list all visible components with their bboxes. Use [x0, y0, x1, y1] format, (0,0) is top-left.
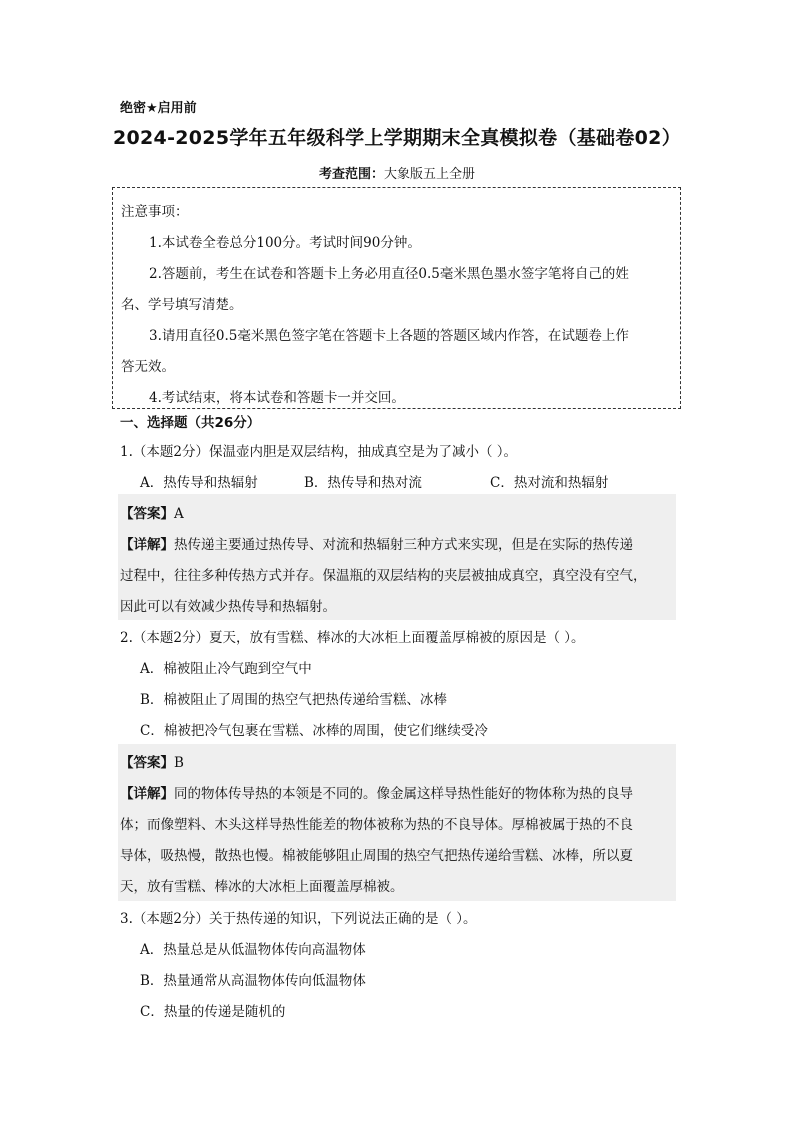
scope-value: 大象版五上全册 [384, 167, 476, 182]
notice-line: 4.考试结束，将本试卷和答题卡一并交回。 [149, 390, 405, 406]
answer-tag: 【答案】 [120, 755, 174, 771]
notice-line: 3.请用直径0.5毫米黑色签字笔在答题卡上各题的答题区域内作答，在试题卷上作 [149, 328, 629, 344]
confidential-mark: 绝密★启用前 [120, 101, 197, 116]
option-c: C．热量的传递是随机的 [140, 1004, 286, 1020]
option-b: B．棉被阻止了周围的热空气把热传递给雪糕、冰棒 [140, 692, 447, 708]
detail-line: 因此可以有效减少热传导和热辐射。 [120, 599, 336, 615]
option-a: A．棉被阻止冷气跑到空气中 [140, 661, 312, 677]
notice-line: 1.本试卷全卷总分100分。考试时间90分钟。 [149, 235, 421, 251]
detail-line: 体；而像塑料、木头这样导热性能差的物体被称为热的不良导体。厚棉被属于热的不良 [120, 817, 633, 833]
notice-line: 答无效。 [121, 359, 175, 375]
question-stem: 3.（本题2分）关于热传递的知识，下列说法正确的是（ ）。 [120, 911, 477, 927]
option-c: C．热对流和热辐射 [490, 475, 609, 491]
option-a: A．热量总是从低温物体传向高温物体 [140, 942, 366, 958]
detail-text: 热传递主要通过热传导、对流和热辐射三种方式来实现，但是在实际的热传递 [174, 537, 633, 553]
notice-title: 注意事项： [121, 204, 189, 220]
option-b: B．热传导和热对流 [304, 475, 422, 491]
notice-box [112, 187, 681, 409]
answer-value: A [174, 506, 184, 522]
answer-tag: 【答案】 [120, 506, 174, 522]
exam-title: 2024-2025学年五年级科学上学期期末全真模拟卷（基础卷02） [113, 127, 681, 149]
detail-text: 同的物体传导热的本领是不同的。像金属这样导热性能好的物体称为热的良导 [174, 786, 633, 802]
exam-scope [0, 163, 794, 182]
section-title: 一、选择题（共26分） [120, 415, 261, 431]
notice-line: 2.答题前，考生在试卷和答题卡上务必用直径0.5毫米黑色墨水签字笔将自己的姓 [149, 266, 629, 282]
option-a: A．热传导和热辐射 [140, 475, 258, 491]
question-stem: 1.（本题2分）保温壶内胆是双层结构，抽成真空是为了减小（ ）。 [120, 444, 518, 460]
detail-line [120, 533, 633, 553]
answer-value: B [174, 755, 184, 771]
question-stem: 2.（本题2分）夏天，放有雪糕、棒冰的大冰柜上面覆盖厚棉被的原因是（ ）。 [120, 630, 585, 646]
detail-tag: 【详解】 [120, 537, 174, 553]
notice-line: 名、学号填写清楚。 [121, 297, 243, 313]
answer-line [120, 751, 184, 771]
answer-line [120, 502, 184, 522]
detail-line: 天，放有雪糕、棒冰的大冰柜上面覆盖厚棉被。 [120, 879, 404, 895]
detail-tag: 【详解】 [120, 786, 174, 802]
detail-line: 过程中，往往多种传热方式并存。保温瓶的双层结构的夹层被抽成真空，真空没有空气， [120, 568, 647, 584]
scope-label: 考查范围： [318, 167, 384, 182]
detail-line: 导体，吸热慢，散热也慢。棉被能够阻止周围的热空气把热传递给雪糕、冰棒，所以夏 [120, 848, 633, 864]
option-c: C．棉被把冷气包裹在雪糕、冰棒的周围，使它们继续受冷 [140, 723, 488, 739]
option-b: B．热量通常从高温物体传向低温物体 [140, 973, 366, 989]
detail-line [120, 782, 633, 802]
